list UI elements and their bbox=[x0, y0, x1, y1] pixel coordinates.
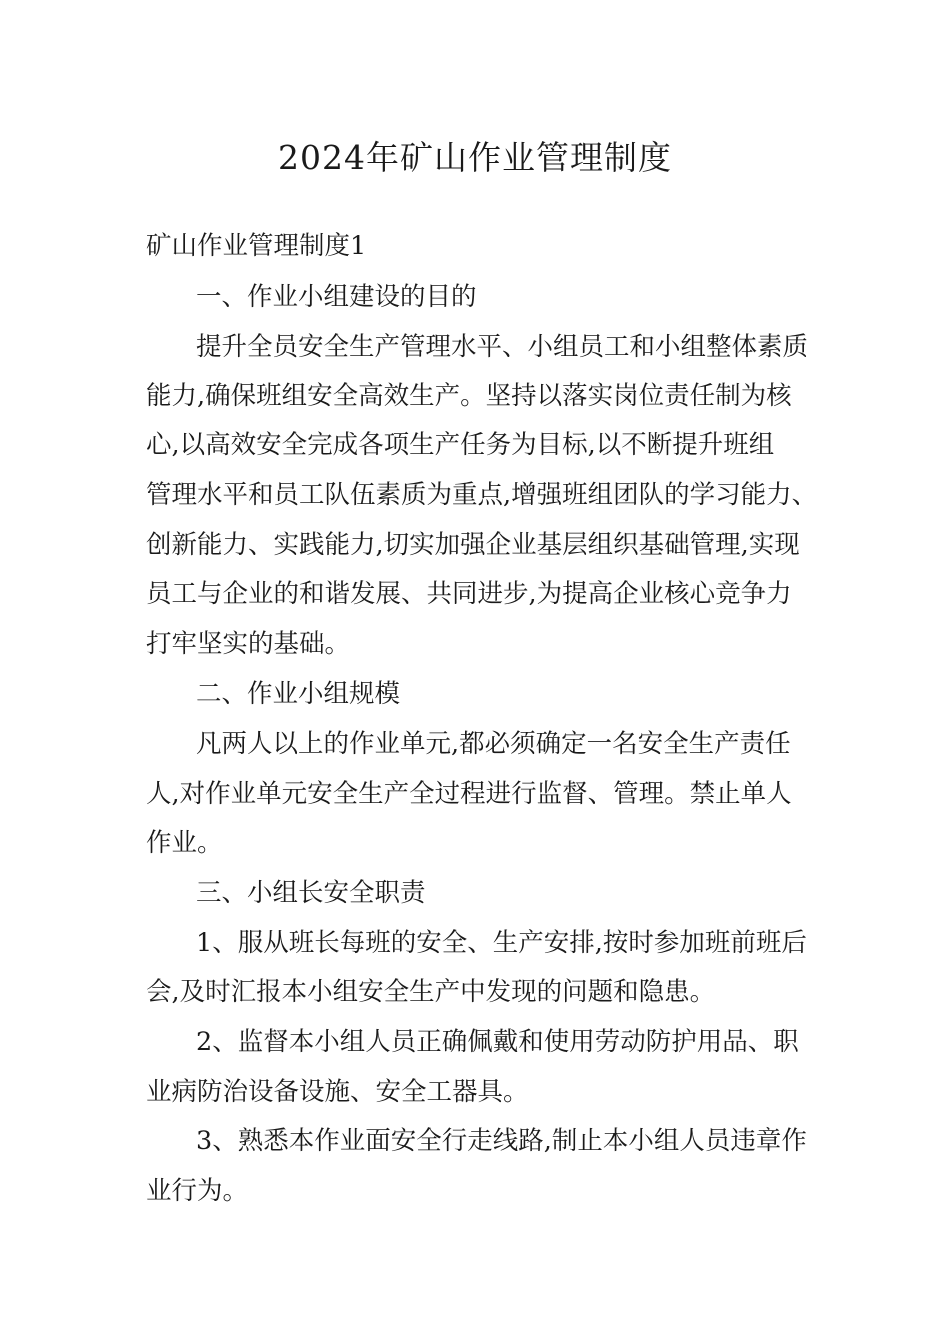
section-heading-2: 二、作业小组规模 bbox=[196, 679, 401, 709]
list-item-line: 2、监督本小组人员正确佩戴和使用劳动防护用品、职 bbox=[196, 1027, 799, 1057]
paragraph-line: 员工与企业的和谐发展、共同进步,为提高企业核心竞争力 bbox=[146, 579, 792, 609]
paragraph-line: 提升全员安全生产管理水平、小组员工和小组整体素质 bbox=[196, 332, 809, 362]
paragraph-line: 心,以高效安全完成各项生产任务为目标,以不断提升班组 bbox=[146, 430, 775, 460]
list-item-line: 会,及时汇报本小组安全生产中发现的问题和隐患。 bbox=[146, 977, 716, 1007]
paragraph-line: 人,对作业单元安全生产全过程进行监督、管理。禁止单人 bbox=[146, 779, 792, 809]
list-item-line: 3、熟悉本作业面安全行走线路,制止本小组人员违章作 bbox=[196, 1126, 807, 1156]
list-item-line: 1、服从班长每班的安全、生产安排,按时参加班前班后 bbox=[196, 928, 807, 958]
paragraph-line: 作业。 bbox=[146, 828, 223, 858]
section-heading-1: 一、作业小组建设的目的 bbox=[196, 282, 477, 312]
document-title: 2024年矿山作业管理制度 bbox=[278, 138, 672, 177]
paragraph-line: 创新能力、实践能力,切实加强企业基层组织基础管理,实现 bbox=[146, 530, 800, 560]
paragraph-line: 打牢坚实的基础。 bbox=[146, 629, 351, 659]
section-heading-3: 三、小组长安全职责 bbox=[196, 878, 426, 908]
list-item-line: 业行为。 bbox=[146, 1176, 249, 1206]
document-subtitle: 矿山作业管理制度1 bbox=[146, 231, 367, 261]
paragraph-line: 凡两人以上的作业单元,都必须确定一名安全生产责任 bbox=[196, 729, 791, 759]
paragraph-line: 能力,确保班组安全高效生产。坚持以落实岗位责任制为核 bbox=[146, 381, 792, 411]
paragraph-line: 管理水平和员工队伍素质为重点,增强班组团队的学习能力、 bbox=[146, 480, 818, 510]
list-item-line: 业病防治设备设施、安全工器具。 bbox=[146, 1077, 529, 1107]
